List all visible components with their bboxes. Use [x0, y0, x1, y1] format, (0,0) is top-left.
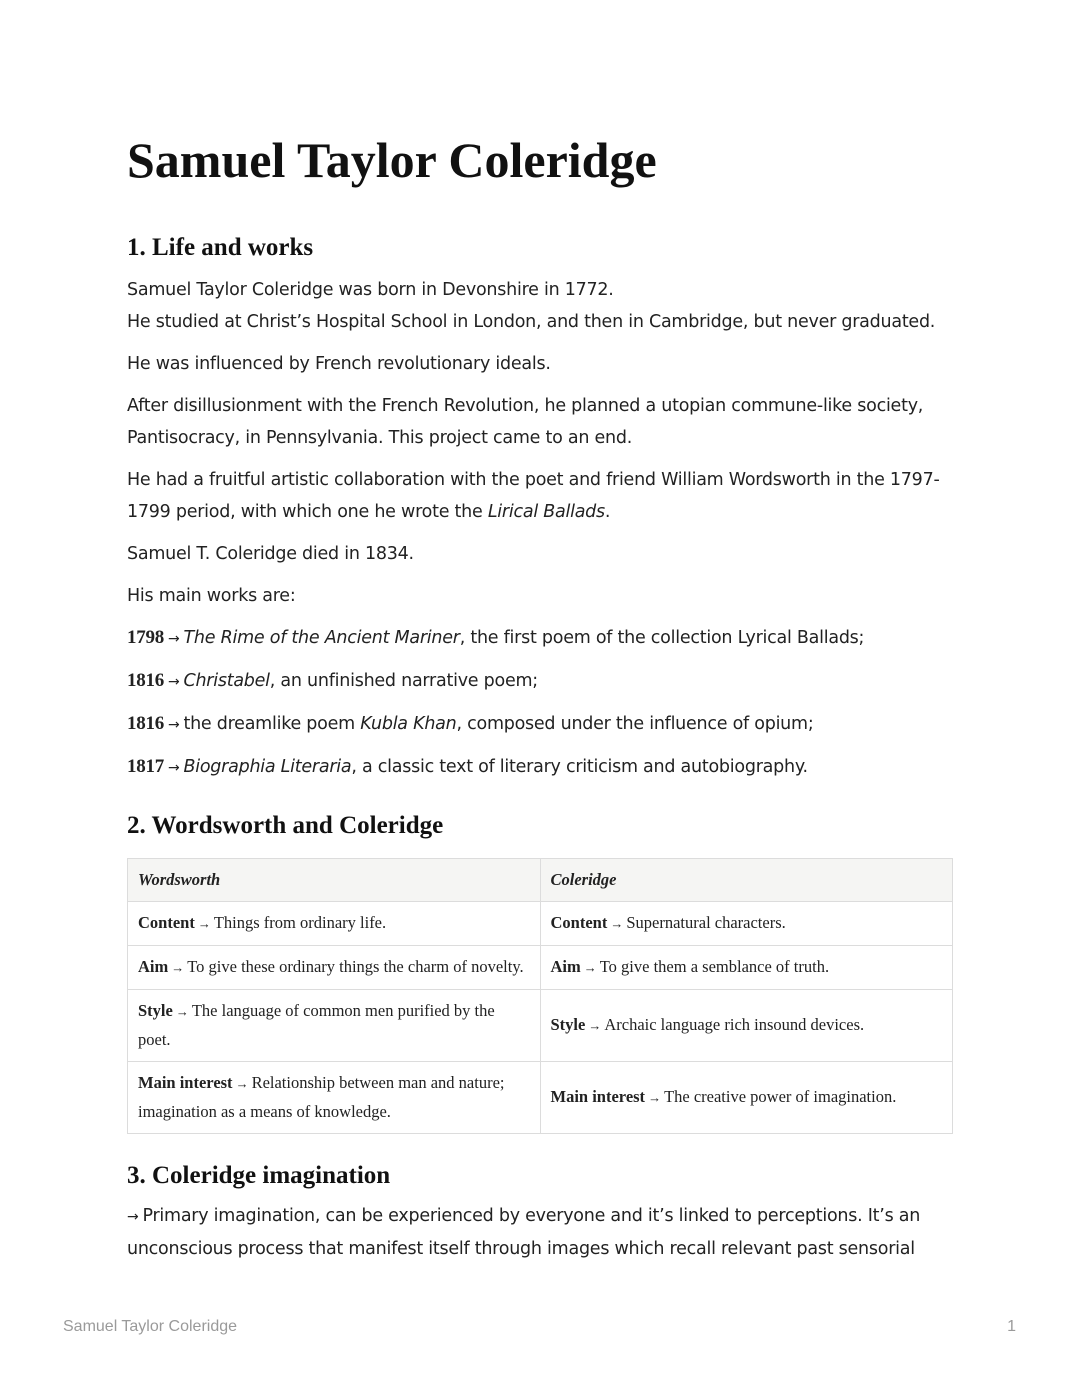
work-item [127, 751, 953, 784]
cell-text: Relationship between man and nature; imagination as a means of knowledge. [138, 1073, 505, 1121]
table-cell-coleridge [540, 902, 953, 946]
work-item [127, 665, 953, 698]
cell-text: To give these ordinary things the charm of novelty. [187, 957, 524, 976]
table-row [128, 990, 953, 1062]
row-label: Aim [138, 957, 169, 976]
cell-text: Archaic language rich insound devices. [604, 1015, 865, 1034]
arrow-icon: → [168, 674, 180, 690]
table-row [128, 946, 953, 990]
table-cell-wordsworth [128, 902, 541, 946]
section-life-and-works-body [127, 274, 953, 784]
work-year: 1816 [127, 670, 164, 691]
cell-text: Supernatural characters. [626, 913, 786, 932]
work-title: Kubla Khan [360, 714, 457, 734]
paragraph-studies: He studied at Christ’s Hospital School in London, and then in Cambridge, but never graduated. [127, 312, 936, 332]
table-cell-wordsworth [128, 1062, 541, 1134]
table-header-row [128, 859, 953, 902]
cell-text: Things from ordinary life. [213, 913, 387, 932]
page-title: Samuel Taylor Coleridge [127, 132, 657, 188]
row-label: Content [550, 913, 608, 932]
arrow-icon: → [168, 717, 180, 733]
paragraph-pantisocracy: After disillusionment with the French Revolution, he planned a utopian commune-like society, Pantisocracy, in Pennsylvania. This project came to an end. [127, 396, 924, 448]
row-label: Main interest [138, 1073, 233, 1092]
row-label: Style [138, 1001, 173, 1020]
work-item [127, 622, 953, 655]
cell-text: The creative power of imagination. [664, 1087, 897, 1106]
work-title: Biographia Literaria [183, 757, 352, 777]
table-cell-coleridge [540, 1062, 953, 1134]
section-heading-wordsworth-and-coleridge: 2. Wordsworth and Coleridge [127, 812, 444, 839]
row-label: Style [550, 1015, 586, 1034]
row-label: Aim [550, 957, 581, 976]
work-title: The Rime of the Ancient Mariner [183, 628, 460, 648]
footer-page-number: 1 [1007, 1318, 1016, 1335]
paragraph-death: Samuel T. Coleridge died in 1834. [127, 544, 414, 564]
arrow-icon: → [610, 916, 624, 931]
arrow-icon: → [583, 960, 597, 975]
arrow-icon: → [197, 916, 211, 931]
arrow-icon: → [171, 960, 185, 975]
section-heading-coleridge-imagination: 3. Coleridge imagination [127, 1162, 391, 1189]
collaboration-text: He had a fruitful artistic collaboration with the poet and friend William Wordsworth in the 1797-1799 period, with which one he wrote the [127, 470, 940, 522]
cell-text: The language of common men purified by the poet. [138, 1001, 495, 1049]
work-year: 1817 [127, 756, 164, 777]
arrow-icon: → [168, 760, 180, 776]
column-header-wordsworth: Wordsworth [128, 859, 541, 902]
table-row [128, 1062, 953, 1134]
primary-imagination-text: Primary imagination, can be experienced by everyone and it’s linked to perceptions. It’s an unconscious process that manifest itself through images which recall relevant past sensorial [127, 1206, 921, 1259]
arrow-icon: → [235, 1076, 249, 1091]
collaboration-end: . [604, 502, 611, 522]
table-cell-coleridge [540, 946, 953, 990]
table-cell-wordsworth [128, 946, 541, 990]
arrow-icon: → [588, 1018, 602, 1033]
row-label: Content [138, 913, 195, 932]
work-item [127, 708, 953, 741]
works-list [127, 622, 953, 784]
table-row [128, 902, 953, 946]
arrow-icon: → [175, 1004, 189, 1019]
work-title: Christabel [183, 671, 270, 691]
table-cell-wordsworth [128, 990, 541, 1062]
lirical-ballads-title: Lirical Ballads [487, 502, 605, 522]
comparison-table [127, 858, 953, 1134]
work-year: 1798 [127, 627, 164, 648]
footer-document-title: Samuel Taylor Coleridge [63, 1318, 238, 1335]
work-year: 1816 [127, 713, 164, 734]
table-cell-coleridge [540, 990, 953, 1062]
column-header-coleridge: Coleridge [540, 859, 953, 902]
section-heading-life-and-works: 1. Life and works [127, 234, 314, 261]
paragraph-collaboration [127, 464, 953, 528]
cell-text: To give them a semblance of truth. [599, 957, 830, 976]
row-label: Main interest [550, 1087, 646, 1106]
paragraph-primary-imagination [127, 1200, 953, 1265]
paragraph-birth: Samuel Taylor Coleridge was born in Devonshire in 1772. [127, 280, 614, 300]
paragraph-main-works-intro: His main works are: [127, 586, 296, 606]
work-description: , the first poem of the collection Lyrical Ballads; [459, 628, 865, 648]
work-description: , an unfinished narrative poem; [269, 671, 538, 691]
arrow-icon: → [648, 1090, 662, 1105]
document-page [127, 128, 953, 1265]
work-description: , a classic text of literary criticism and autobiography. [351, 757, 808, 777]
arrow-icon: → [127, 1209, 139, 1225]
work-pre: the dreamlike poem [183, 714, 361, 734]
paragraph-influence: He was influenced by French revolutionary ideals. [127, 354, 551, 374]
arrow-icon: → [168, 631, 180, 647]
work-description: , composed under the influence of opium; [456, 714, 814, 734]
